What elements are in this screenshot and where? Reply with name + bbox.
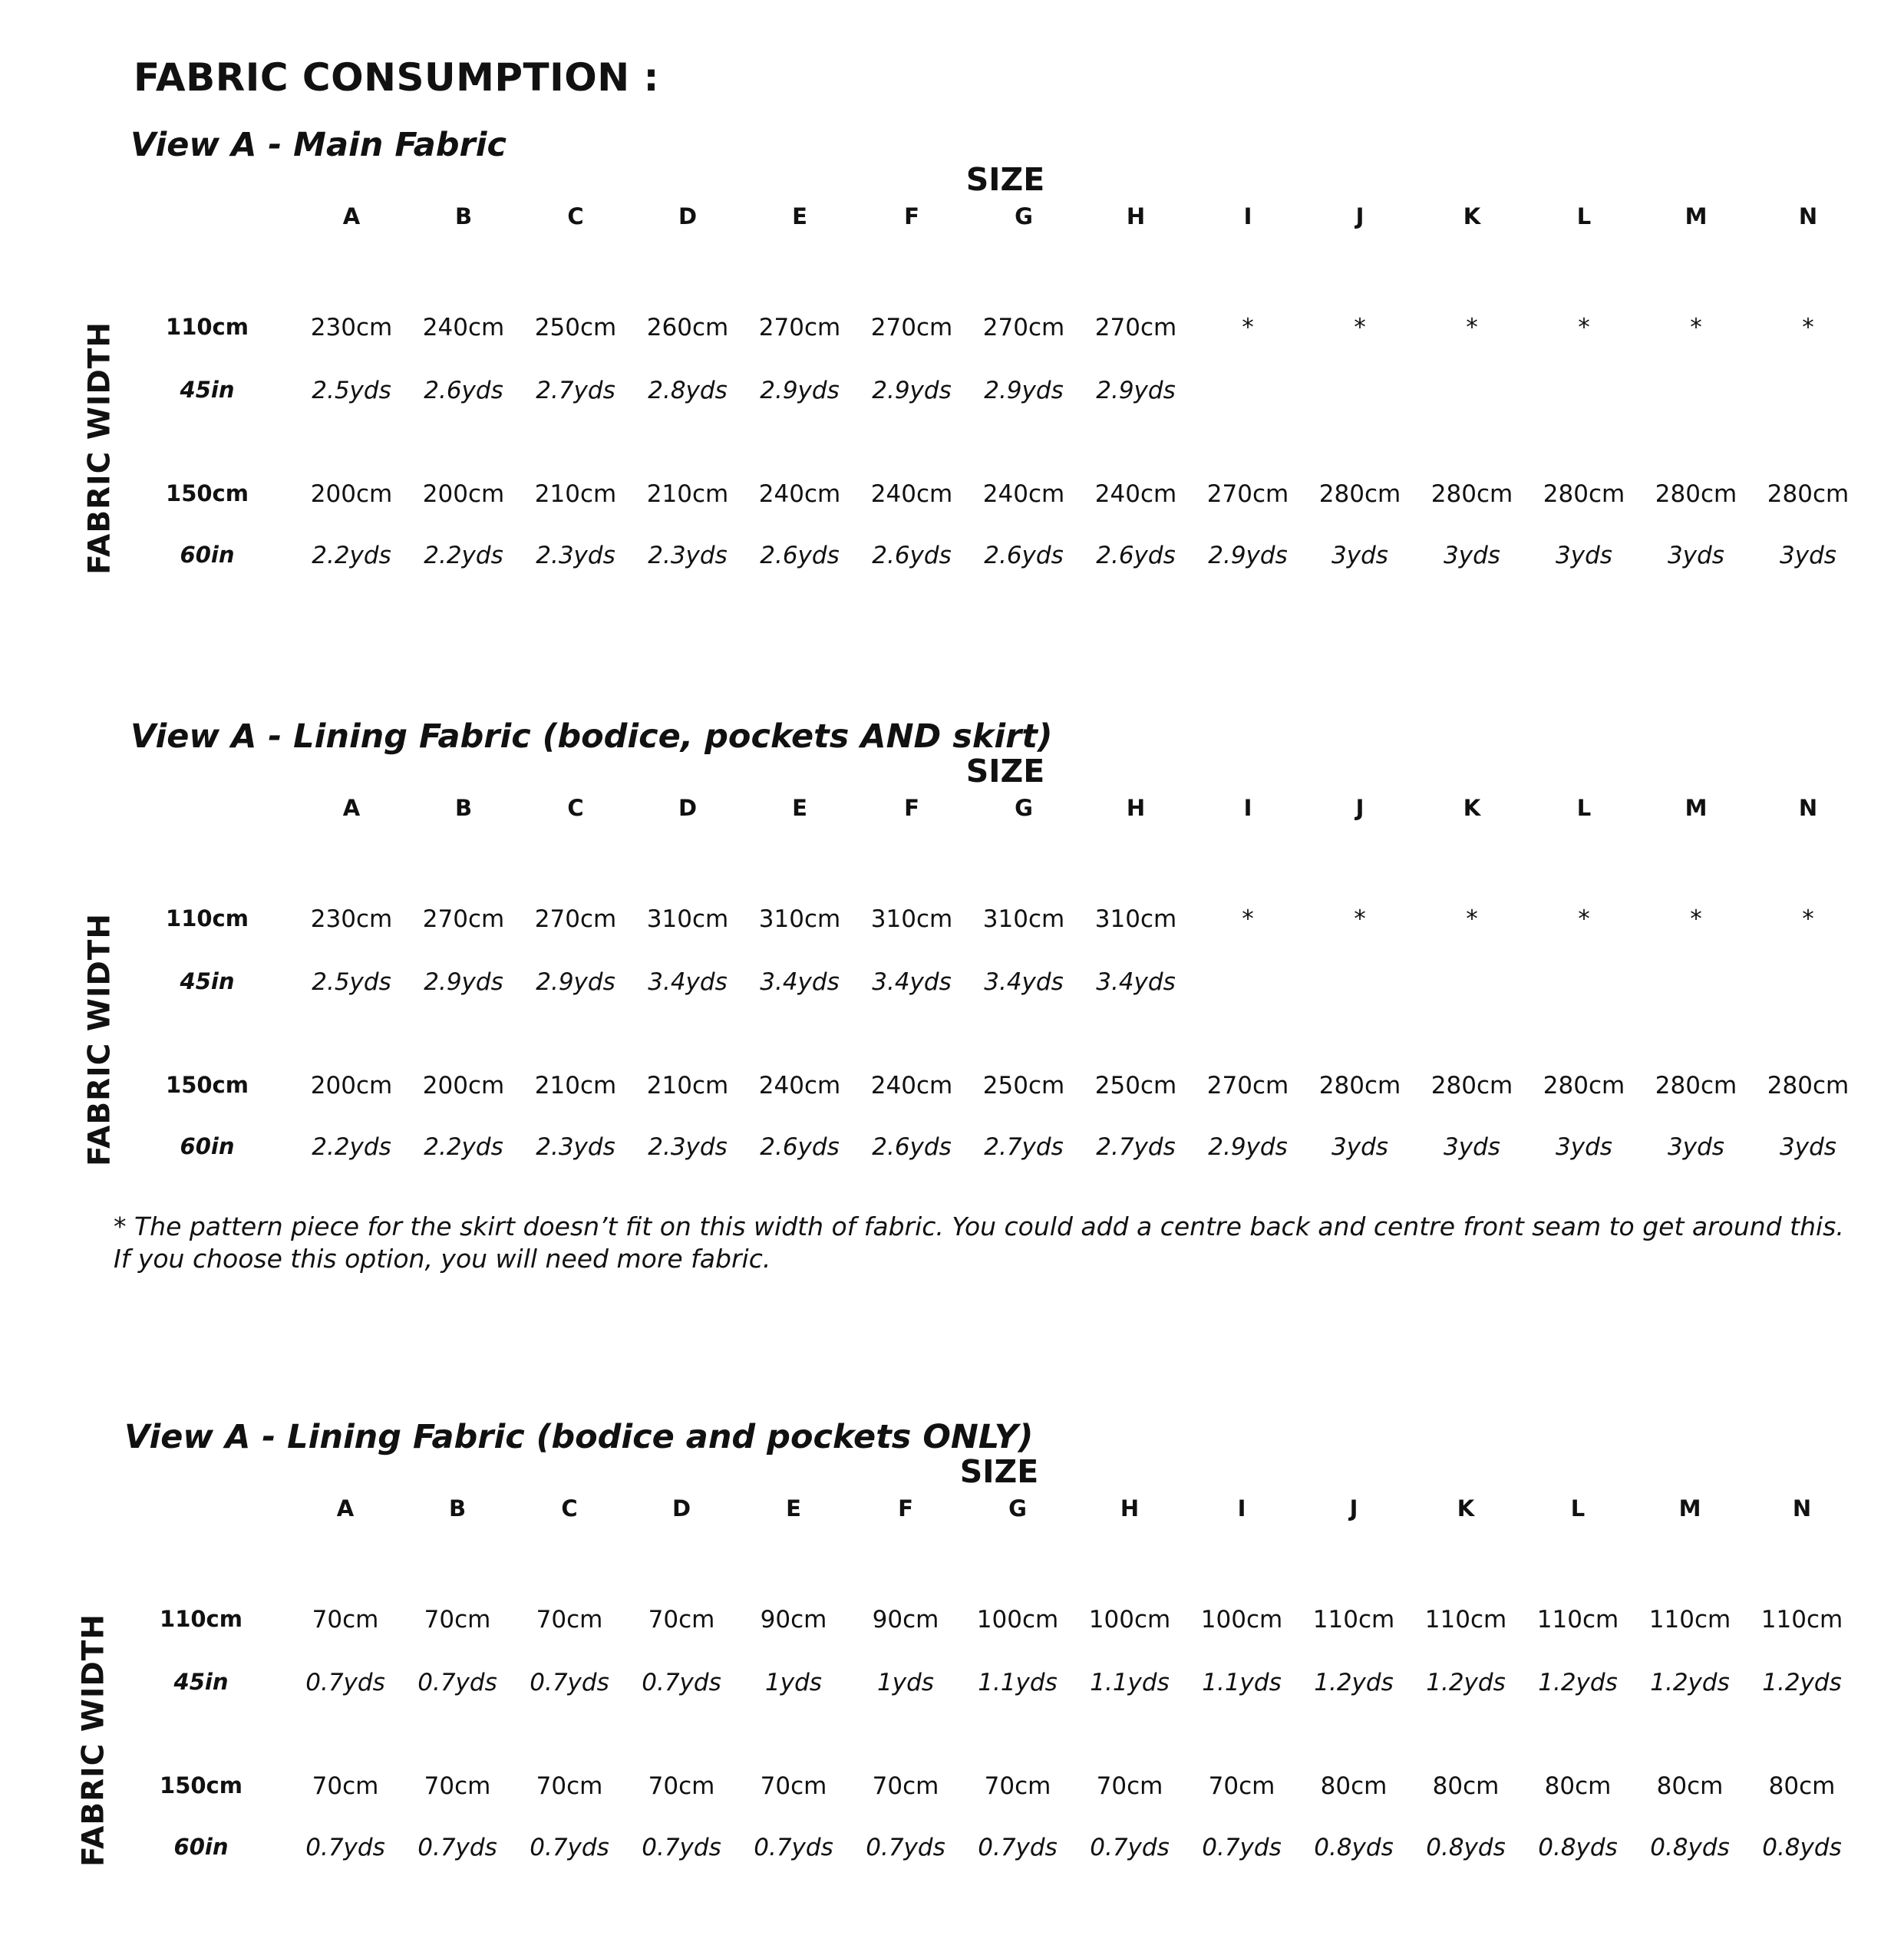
table-cell: 70cm xyxy=(1208,1772,1275,1800)
table-cell: 0.7yds xyxy=(642,1834,721,1861)
table-cell: 2.2yds xyxy=(312,542,391,569)
size-column-header: N xyxy=(1798,795,1818,821)
table-cell: 200cm xyxy=(310,480,393,508)
table-cell: 110cm xyxy=(1536,1606,1619,1634)
table-cell: 3.4yds xyxy=(984,968,1064,996)
table-cell: 0.7yds xyxy=(530,1834,609,1861)
section-title: View A - Main Fabric xyxy=(130,126,507,164)
table-cell: 1.2yds xyxy=(1538,1669,1618,1696)
size-column-header: K xyxy=(1463,203,1481,229)
size-column-header: H xyxy=(1126,203,1146,229)
table-cell: 240cm xyxy=(758,1072,841,1099)
table-cell: 2.6yds xyxy=(760,1133,840,1161)
table-cell: 240cm xyxy=(870,1072,953,1099)
table-cell: 310cm xyxy=(982,905,1065,933)
table-cell: 0.7yds xyxy=(642,1669,721,1696)
table-cell: 2.7yds xyxy=(984,1133,1064,1161)
table-cell: 3yds xyxy=(1331,1133,1388,1161)
table-cell: 100cm xyxy=(1200,1606,1283,1634)
table-cell: * xyxy=(1802,314,1814,341)
table-cell: 2.9yds xyxy=(984,377,1064,404)
table-cell: 250cm xyxy=(1094,1072,1177,1099)
table-cell: * xyxy=(1242,314,1254,341)
table-cell: 1yds xyxy=(765,1669,822,1696)
table-cell: 270cm xyxy=(870,314,953,341)
table-cell: 210cm xyxy=(534,1072,617,1099)
table-cell: 230cm xyxy=(310,314,393,341)
table-cell: 70cm xyxy=(536,1606,603,1634)
fabric-width-row-label: 150cm xyxy=(160,1772,243,1798)
table-cell: * xyxy=(1354,905,1366,933)
size-column-header: J xyxy=(1355,795,1364,821)
table-cell: 0.7yds xyxy=(866,1834,945,1861)
table-cell: 2.6yds xyxy=(424,377,503,404)
table-cell: 110cm xyxy=(1760,1606,1843,1634)
table-cell: 2.3yds xyxy=(648,1133,728,1161)
size-heading: SIZE xyxy=(965,753,1045,790)
table-cell: 80cm xyxy=(1544,1772,1612,1800)
table-cell: 0.8yds xyxy=(1538,1834,1618,1861)
table-cell: 2.2yds xyxy=(424,542,503,569)
table-cell: 2.6yds xyxy=(1096,542,1176,569)
size-column-header: D xyxy=(678,795,698,821)
table-cell: 280cm xyxy=(1430,1072,1513,1099)
table-cell: 80cm xyxy=(1656,1772,1724,1800)
table-cell: 3.4yds xyxy=(872,968,952,996)
table-cell: 1.2yds xyxy=(1650,1669,1730,1696)
table-cell: 70cm xyxy=(424,1772,491,1800)
table-cell: 200cm xyxy=(422,1072,505,1099)
size-column-header: F xyxy=(898,1495,913,1521)
footnote-line-1: * The pattern piece for the skirt doesn’t fit on this width of fabric. You could add a centre back and centre front seam to get around this. xyxy=(114,1212,1844,1241)
table-cell: 0.7yds xyxy=(305,1669,385,1696)
page-title: FABRIC CONSUMPTION : xyxy=(134,55,659,100)
table-cell: 210cm xyxy=(646,1072,729,1099)
table-cell: 90cm xyxy=(760,1606,827,1634)
size-column-header: A xyxy=(342,795,361,821)
table-cell: 3yds xyxy=(1556,1133,1612,1161)
size-column-header: K xyxy=(1463,795,1481,821)
size-column-header: B xyxy=(448,1495,467,1521)
size-column-header: K xyxy=(1457,1495,1475,1521)
size-column-header: N xyxy=(1798,203,1818,229)
table-cell: 280cm xyxy=(1655,480,1737,508)
table-cell: 70cm xyxy=(648,1772,715,1800)
fabric-width-row-label: 60in xyxy=(173,1834,229,1860)
table-cell: 2.6yds xyxy=(760,542,840,569)
table-cell: 100cm xyxy=(976,1606,1059,1634)
table-cell: 270cm xyxy=(758,314,841,341)
table-cell: 280cm xyxy=(1430,480,1513,508)
table-cell: 280cm xyxy=(1318,1072,1401,1099)
size-heading: SIZE xyxy=(959,1453,1039,1490)
footnote-line-2: If you choose this option, you will need more fabric. xyxy=(114,1244,771,1274)
table-cell: 200cm xyxy=(310,1072,393,1099)
table-cell: 3yds xyxy=(1556,542,1612,569)
table-cell: 70cm xyxy=(648,1606,715,1634)
size-column-header: G xyxy=(1015,795,1033,821)
table-cell: 2.2yds xyxy=(424,1133,503,1161)
size-column-header: M xyxy=(1678,1495,1701,1521)
table-cell: 270cm xyxy=(982,314,1065,341)
size-column-header: J xyxy=(1355,203,1364,229)
table-cell: 3yds xyxy=(1331,542,1388,569)
table-cell: 270cm xyxy=(422,905,505,933)
table-cell: * xyxy=(1466,314,1478,341)
table-cell: 70cm xyxy=(872,1772,939,1800)
table-cell: 70cm xyxy=(536,1772,603,1800)
table-cell: 250cm xyxy=(982,1072,1065,1099)
table-cell: * xyxy=(1578,314,1590,341)
table-cell: 0.7yds xyxy=(305,1834,385,1861)
size-column-header: C xyxy=(567,795,584,821)
table-cell: 230cm xyxy=(310,905,393,933)
table-cell: 280cm xyxy=(1767,480,1850,508)
table-cell: 110cm xyxy=(1312,1606,1395,1634)
table-cell: 0.8yds xyxy=(1426,1834,1506,1861)
table-cell: 3yds xyxy=(1668,542,1724,569)
table-cell: 0.7yds xyxy=(978,1834,1058,1861)
size-column-header: E xyxy=(786,1495,801,1521)
size-column-header: L xyxy=(1576,203,1592,229)
table-cell: 3yds xyxy=(1444,1133,1500,1161)
table-cell: 70cm xyxy=(760,1772,827,1800)
table-cell: 2.3yds xyxy=(536,542,615,569)
section-title: View A - Lining Fabric (bodice, pockets AND skirt) xyxy=(130,717,1053,756)
size-column-header: C xyxy=(567,203,584,229)
table-cell: 3.4yds xyxy=(1096,968,1176,996)
size-column-header: A xyxy=(336,1495,355,1521)
table-cell: 270cm xyxy=(534,905,617,933)
table-cell: 0.8yds xyxy=(1762,1834,1842,1861)
table-cell: 70cm xyxy=(424,1606,491,1634)
size-column-header: B xyxy=(454,203,473,229)
table-cell: 70cm xyxy=(984,1772,1051,1800)
table-cell: 280cm xyxy=(1543,480,1625,508)
table-cell: * xyxy=(1690,314,1702,341)
table-cell: 310cm xyxy=(646,905,729,933)
fabric-width-row-label: 110cm xyxy=(166,314,249,340)
table-cell: 2.6yds xyxy=(872,1133,952,1161)
fabric-width-text: FABRIC WIDTH xyxy=(82,321,117,575)
table-cell: 0.7yds xyxy=(417,1834,497,1861)
table-cell: 1.1yds xyxy=(1202,1669,1282,1696)
size-column-header: H xyxy=(1126,795,1146,821)
size-column-header: G xyxy=(1015,203,1033,229)
size-column-header: I xyxy=(1243,203,1252,229)
table-cell: 310cm xyxy=(870,905,953,933)
size-column-header: B xyxy=(454,795,473,821)
table-cell: 3.4yds xyxy=(648,968,728,996)
table-cell: 0.7yds xyxy=(1090,1834,1170,1861)
table-cell: * xyxy=(1802,905,1814,933)
size-column-header: H xyxy=(1120,1495,1140,1521)
table-cell: 2.2yds xyxy=(312,1133,391,1161)
table-cell: 210cm xyxy=(646,480,729,508)
table-cell: 270cm xyxy=(1094,314,1177,341)
table-cell: 0.7yds xyxy=(1202,1834,1282,1861)
table-cell: 70cm xyxy=(312,1772,379,1800)
table-cell: 240cm xyxy=(870,480,953,508)
table-cell: 310cm xyxy=(758,905,841,933)
fabric-width-row-label: 150cm xyxy=(166,480,249,506)
table-cell: 1.2yds xyxy=(1426,1669,1506,1696)
size-column-header: D xyxy=(672,1495,691,1521)
table-cell: 2.9yds xyxy=(1096,377,1176,404)
fabric-width-row-label: 110cm xyxy=(166,905,249,931)
table-cell: * xyxy=(1242,905,1254,933)
table-cell: 0.7yds xyxy=(754,1834,833,1861)
table-cell: 2.9yds xyxy=(536,968,615,996)
table-cell: 270cm xyxy=(1206,1072,1289,1099)
table-cell: 80cm xyxy=(1320,1772,1388,1800)
fabric-width-row-label: 45in xyxy=(173,1669,229,1695)
table-cell: 2.9yds xyxy=(760,377,840,404)
fabric-width-text: FABRIC WIDTH xyxy=(76,1614,111,1867)
table-cell: 90cm xyxy=(872,1606,939,1634)
fabric-width-row-label: 150cm xyxy=(166,1072,249,1098)
size-column-header: J xyxy=(1349,1495,1358,1521)
table-cell: 280cm xyxy=(1767,1072,1850,1099)
fabric-width-row-label: 60in xyxy=(180,542,235,568)
table-cell: 1.2yds xyxy=(1314,1669,1394,1696)
section-title: View A - Lining Fabric (bodice and pockets ONLY) xyxy=(124,1418,1034,1456)
table-cell: 0.7yds xyxy=(417,1669,497,1696)
size-column-header: G xyxy=(1008,1495,1027,1521)
table-cell: 2.5yds xyxy=(312,377,391,404)
table-section xyxy=(0,126,1904,663)
table-cell: 2.9yds xyxy=(1208,1133,1288,1161)
table-cell: 0.8yds xyxy=(1314,1834,1394,1861)
size-column-header: N xyxy=(1792,1495,1812,1521)
table-cell: 3yds xyxy=(1780,542,1836,569)
table-section xyxy=(0,1418,1904,1955)
table-cell: 1.1yds xyxy=(1090,1669,1170,1696)
size-column-header: M xyxy=(1685,795,1708,821)
table-cell: 2.9yds xyxy=(424,968,503,996)
table-cell: 0.7yds xyxy=(530,1669,609,1696)
fabric-width-row-label: 45in xyxy=(180,968,235,994)
table-cell: 2.3yds xyxy=(648,542,728,569)
table-cell: 100cm xyxy=(1088,1606,1171,1634)
table-cell: * xyxy=(1354,314,1366,341)
fabric-width-row-label: 60in xyxy=(180,1133,235,1159)
table-cell: 3yds xyxy=(1668,1133,1724,1161)
table-cell: 250cm xyxy=(534,314,617,341)
size-heading: SIZE xyxy=(965,161,1045,198)
table-cell: 310cm xyxy=(1094,905,1177,933)
size-column-header: C xyxy=(561,1495,578,1521)
table-cell: 2.9yds xyxy=(1208,542,1288,569)
table-cell: 2.7yds xyxy=(1096,1133,1176,1161)
table-cell: 3yds xyxy=(1444,542,1500,569)
table-cell: 2.3yds xyxy=(536,1133,615,1161)
table-cell: 80cm xyxy=(1432,1772,1500,1800)
table-cell: 270cm xyxy=(1206,480,1289,508)
size-column-header: A xyxy=(342,203,361,229)
size-column-header: F xyxy=(904,203,919,229)
table-cell: 1yds xyxy=(877,1669,934,1696)
size-column-header: M xyxy=(1685,203,1708,229)
size-column-header: L xyxy=(1570,1495,1586,1521)
table-cell: 2.6yds xyxy=(984,542,1064,569)
table-cell: 2.9yds xyxy=(872,377,952,404)
size-column-header: L xyxy=(1576,795,1592,821)
fabric-width-text: FABRIC WIDTH xyxy=(82,913,117,1166)
table-cell: 240cm xyxy=(1094,480,1177,508)
table-cell: 240cm xyxy=(982,480,1065,508)
table-cell: 2.8yds xyxy=(648,377,728,404)
table-cell: 2.7yds xyxy=(536,377,615,404)
fabric-width-row-label: 45in xyxy=(180,377,235,403)
size-column-header: I xyxy=(1237,1495,1246,1521)
table-cell: 1.2yds xyxy=(1762,1669,1842,1696)
size-column-header: D xyxy=(678,203,698,229)
table-cell: 200cm xyxy=(422,480,505,508)
table-cell: 280cm xyxy=(1655,1072,1737,1099)
table-cell: * xyxy=(1690,905,1702,933)
table-cell: 3.4yds xyxy=(760,968,840,996)
table-cell: 0.8yds xyxy=(1650,1834,1730,1861)
table-cell: 70cm xyxy=(1096,1772,1163,1800)
table-cell: 110cm xyxy=(1424,1606,1507,1634)
table-cell: 260cm xyxy=(646,314,729,341)
table-cell: * xyxy=(1466,905,1478,933)
footnote xyxy=(114,1211,1879,1275)
table-cell: 80cm xyxy=(1768,1772,1836,1800)
table-cell: 280cm xyxy=(1318,480,1401,508)
table-cell: 240cm xyxy=(758,480,841,508)
size-column-header: E xyxy=(792,203,807,229)
table-cell: 240cm xyxy=(422,314,505,341)
table-cell: 70cm xyxy=(312,1606,379,1634)
table-cell: 110cm xyxy=(1648,1606,1731,1634)
size-column-header: I xyxy=(1243,795,1252,821)
size-column-header: E xyxy=(792,795,807,821)
size-column-header: F xyxy=(904,795,919,821)
table-cell: 2.6yds xyxy=(872,542,952,569)
table-cell: 3yds xyxy=(1780,1133,1836,1161)
table-cell: 2.5yds xyxy=(312,968,391,996)
table-cell: * xyxy=(1578,905,1590,933)
table-section xyxy=(0,717,1904,1254)
table-cell: 210cm xyxy=(534,480,617,508)
fabric-width-row-label: 110cm xyxy=(160,1606,243,1632)
table-cell: 280cm xyxy=(1543,1072,1625,1099)
table-cell: 1.1yds xyxy=(978,1669,1058,1696)
